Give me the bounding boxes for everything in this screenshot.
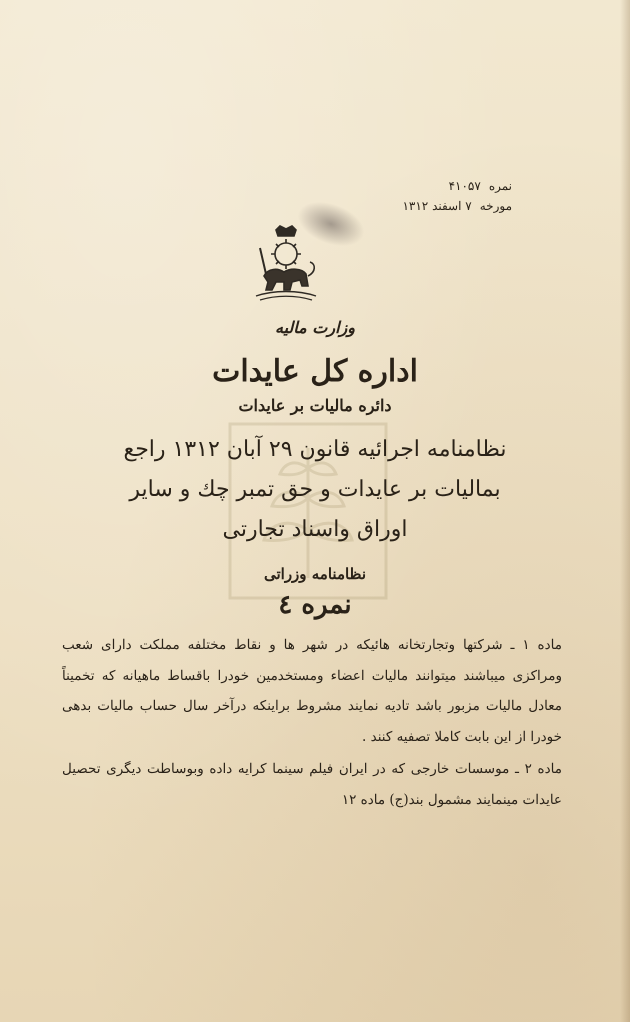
reference-block — [394, 176, 512, 216]
regulation-number: نمره ٤ — [278, 590, 352, 620]
page-edge-shadow — [620, 0, 630, 1022]
article-text: موسسات خارجی که در ایران فیلم سینما کرایه داده وبوساطت دیگری تحصیل عایدات مینمایند مشمول بند(ج) ماده ۱۲ — [62, 761, 562, 808]
article-label: ماده ۱ ـ — [510, 637, 562, 653]
reference-number-value: ۴۱۰۵۷ — [448, 179, 481, 193]
lion-and-sun-emblem-icon — [250, 224, 322, 304]
document-body — [62, 630, 562, 817]
reference-date-label: مورخه — [479, 199, 512, 213]
office-name: اداره کل عایدات — [212, 354, 418, 389]
article-text: شرکتها وتجارتخانه هائیکه در شهر ها و نقاط مختلفه مملکت دارای شعب ومراکزی میباشند میتوانند مالیات اعضاء ومستخدمین خودرا باقساط ماهیانه که تخمیناً معادل مالیات مزبور باشد تادیه نمایند مشروط براینکه درآخر سال حساب مالیات بدهی خودرا از این بابت کاملا تصفیه کنند . — [62, 637, 562, 745]
article-paragraph — [62, 754, 562, 815]
reference-date — [394, 196, 512, 216]
document-title — [35, 430, 595, 550]
title-line: نظامنامه اجرائیه قانون ۲۹ آبان ۱۳۱۲ راجع — [123, 437, 507, 462]
regulation-label: نظامنامه وزراتی — [263, 565, 367, 583]
reference-number — [394, 176, 512, 196]
reference-date-value: ۷ اسفند ۱۳۱۲ — [402, 199, 472, 213]
reference-number-label: نمره — [488, 179, 512, 193]
title-line: بمالیات بر عایدات و حق تمبر چك و سایر — [129, 477, 501, 502]
title-line: اوراق واسناد تجارتی — [222, 517, 408, 542]
ministry-name: وزارت مالیه — [275, 318, 355, 337]
article-label: ماده ۲ ـ — [515, 761, 562, 777]
article-paragraph — [62, 630, 562, 752]
department-name: دائره مالیات بر عایدات — [238, 396, 392, 415]
